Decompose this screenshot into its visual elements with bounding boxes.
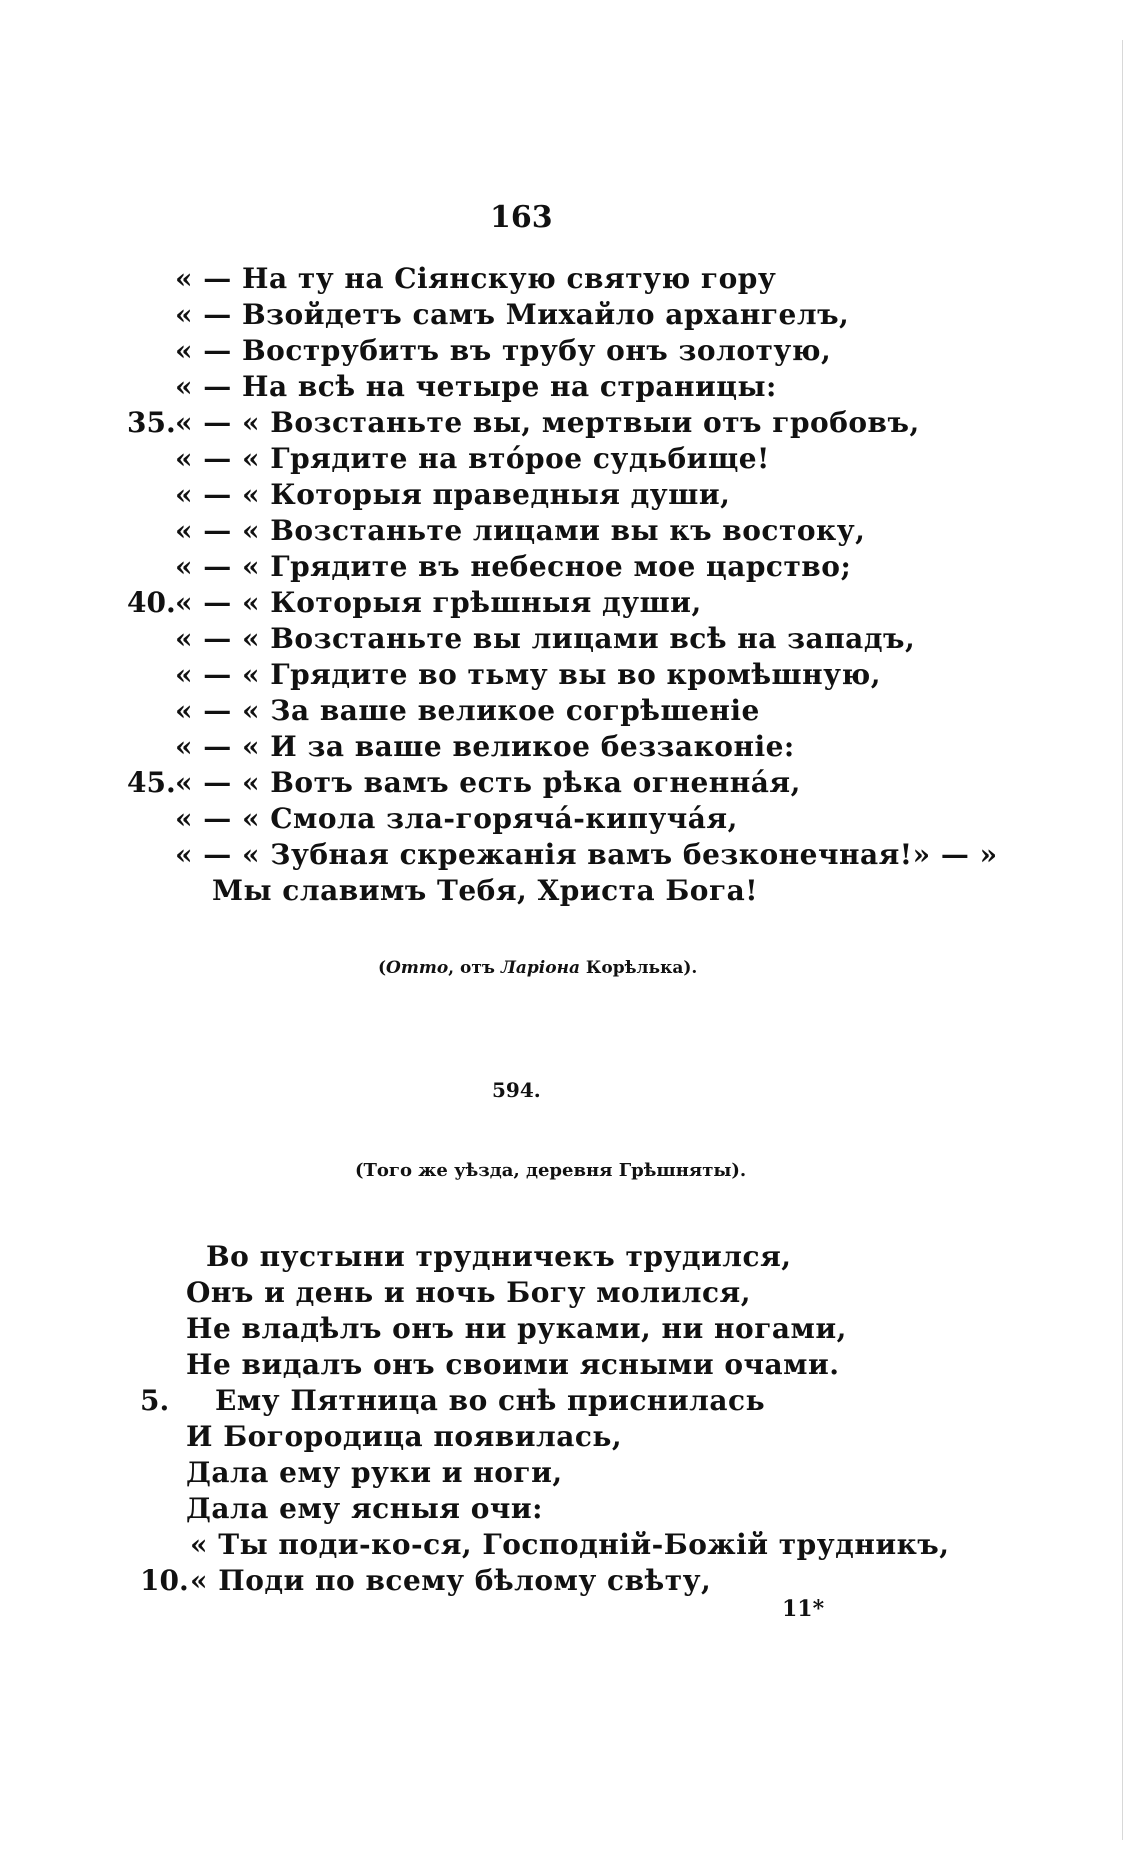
poem2-line-1: Во пустыни трудничекъ трудился, bbox=[206, 1240, 792, 1273]
page-number: 163 bbox=[490, 200, 553, 235]
printer-signature-mark: 11* bbox=[782, 1596, 825, 1622]
poem1-line-1: « — На ту на Сіянскую святую гору bbox=[175, 262, 777, 295]
line-number-40: 40. bbox=[127, 586, 176, 619]
page-edge-line bbox=[1122, 40, 1123, 1840]
poem2-line-7: Дала ему руки и ноги, bbox=[186, 1456, 563, 1489]
line-number-35: 35. bbox=[127, 406, 176, 439]
poem1-line-5: « — « Возстаньте вы, мертвыи отъ гробовъ, bbox=[175, 406, 920, 439]
poem2-line-6: И Богородица появилась, bbox=[186, 1420, 623, 1453]
attribution-mid: , отъ bbox=[448, 958, 501, 978]
poem2-line-3: Не владѣлъ онъ ни руками, ни ногами, bbox=[186, 1312, 847, 1345]
poem1-line-13: « — « За ваше великое согрѣшеніе bbox=[175, 694, 760, 727]
poem1-line-10: « — « Которыя грѣшныя души, bbox=[175, 586, 702, 619]
poem2-line-9: « Ты поди-ко-ся, Господній-Божій трудникъ, bbox=[190, 1528, 950, 1561]
attribution bbox=[378, 958, 697, 978]
line-number-5: 5. bbox=[140, 1384, 170, 1417]
poem1-line-14: « — « И за ваше великое беззаконіе: bbox=[175, 730, 795, 763]
poem1-line-7: « — « Которыя праведныя души, bbox=[175, 478, 731, 511]
poem1-line-8: « — « Возстаньте лицами вы къ востоку, bbox=[175, 514, 866, 547]
attribution-singer: Отто bbox=[386, 958, 449, 978]
poem1-line-2: « — Взойдетъ самъ Михайло архангелъ, bbox=[175, 298, 850, 331]
poem2-line-8: Дала ему ясныя очи: bbox=[186, 1492, 543, 1525]
attribution-name: Ларіона bbox=[500, 958, 580, 978]
poem1-line-15: « — « Вотъ вамъ есть рѣка огненна́я, bbox=[175, 766, 801, 799]
poem1-line-4: « — На всѣ на четыре на страницы: bbox=[175, 370, 777, 403]
poem1-line-11: « — « Возстаньте вы лицами всѣ на западъ, bbox=[175, 622, 916, 655]
poem2-line-2: Онъ и день и ночь Богу молился, bbox=[186, 1276, 751, 1309]
song-number: 594. bbox=[492, 1078, 541, 1102]
poem1-line-6: « — « Грядите на вто́рое судьбище! bbox=[175, 442, 770, 475]
line-number-45: 45. bbox=[127, 766, 176, 799]
poem1-line-18: Мы славимъ Тебя, Христа Бога! bbox=[212, 874, 759, 907]
line-number-10: 10. bbox=[140, 1564, 189, 1597]
poem1-line-12: « — « Грядите во тьму вы во кромѣшную, bbox=[175, 658, 882, 691]
attribution-suffix: Корѣлька). bbox=[579, 958, 698, 978]
poem2-line-4: Не видалъ онъ своими ясными очами. bbox=[186, 1348, 840, 1381]
poem2-line-5: Ему Пятница во снѣ приснилась bbox=[215, 1384, 766, 1417]
poem2-line-10: « Поди по всему бѣлому свѣту, bbox=[190, 1564, 712, 1597]
poem1-line-16: « — « Смола зла-горяча́-кипуча́я, bbox=[175, 802, 738, 835]
poem1-line-3: « — Вострубитъ въ трубу онъ золотую, bbox=[175, 334, 832, 367]
poem1-line-9: « — « Грядите въ небесное мое царство; bbox=[175, 550, 852, 583]
poem1-line-17: « — « Зубная скрежанія вамъ безконечная!» — » bbox=[175, 838, 998, 871]
attribution-prefix: ( bbox=[378, 958, 387, 978]
song-source: (Того же уѣзда, деревня Грѣшняты). bbox=[355, 1160, 747, 1181]
